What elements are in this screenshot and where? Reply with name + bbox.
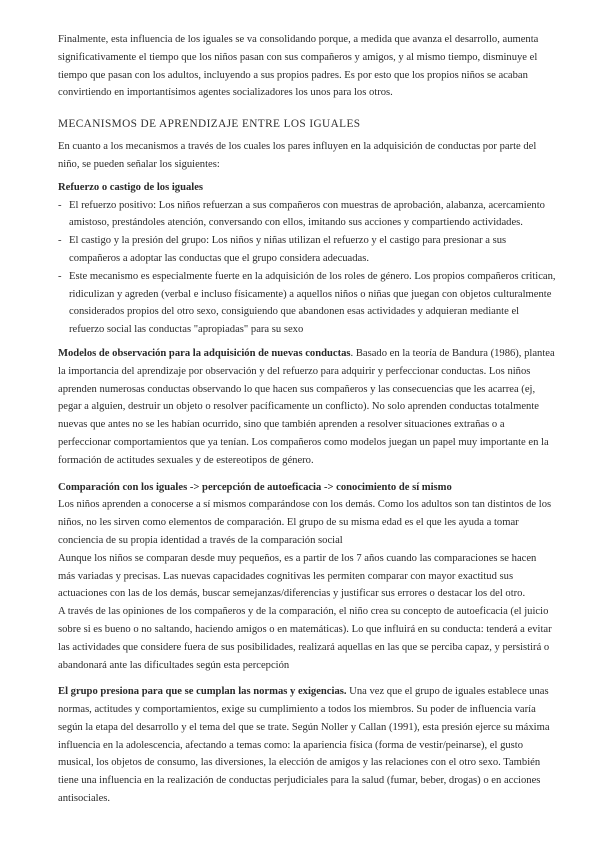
section-title: MECANISMOS DE APRENDIZAJE ENTRE LOS IGUALES bbox=[58, 118, 361, 131]
dash-bullet: - bbox=[58, 235, 62, 247]
list-item bbox=[58, 268, 556, 339]
presion-title: El grupo presiona para que se cumplan las normas y exigencias. bbox=[58, 686, 347, 698]
list-item bbox=[58, 232, 556, 268]
modelos-paragraph bbox=[58, 345, 556, 470]
refuerzo-block bbox=[58, 179, 556, 339]
section-lead-paragraph: En cuanto a los mecanismos a través de los cuales los pares influyen en la adquisición de conductas por parte del niño, se pueden señalar los siguientes: bbox=[58, 141, 537, 170]
comparacion-paragraph-2: Aunque los niños se comparan desde muy pequeños, es a partir de los 7 años cuando las comparaciones se hacen más variadas y precisas. Las nuevas capacidades cognitivas les permiten comparar con mayor exactitud sus actuaciones con las de los demás, buscar semejanzas/diferencias y justificar sus errores o destacar los del otro. bbox=[58, 552, 537, 600]
modelos-title: Modelos de observación para la adquisición de nuevas conductas bbox=[58, 347, 351, 359]
list-item-text: Este mecanismo es especialmente fuerte en la adquisición de los roles de género. Los propios compañeros critican, ridiculizan y agreden (verbal e incluso físicamente) a aquellos niños o niñas que juegan con objetos culturalmente considerados propios del otro sexo, consiguiendo que abandonen esas actividades y adquieran mediante el refuerzo social las conductas "apropiadas" para su sexo bbox=[69, 270, 556, 336]
refuerzo-title: Refuerzo o castigo de los iguales bbox=[58, 181, 204, 193]
comparacion-paragraph-1: Los niños aprenden a conocerse a sí mismos comparándose con los demás. Como los adultos son tan distintos de los niños, no les sirven como elementos de comparación. El grupo de su misma edad es el que les ayuda a tomar conciencia de su propia identidad a través de la comparación social bbox=[58, 499, 552, 546]
comparacion-block bbox=[58, 479, 556, 675]
dash-bullet: - bbox=[58, 270, 62, 282]
refuerzo-list bbox=[58, 197, 556, 339]
list-item-text: El refuerzo positivo: Los niños refuerzan a sus compañeros con muestras de aprobación, alabanza, acercamiento amistoso, prestándoles atención, conversando con ellos, imitando sus acciones y compartiendo actividades. bbox=[69, 199, 545, 229]
list-item-text: El castigo y la presión del grupo: Los niños y niñas utilizan el refuerzo y el castigo para presionar a sus compañeros a adoptar las conductas que el grupo considera adecuadas. bbox=[69, 235, 507, 264]
intro-paragraph: Finalmente, esta influencia de los iguales se va consolidando porque, a medida que avanza el desarrollo, aumenta significativamente el tiempo que los niños pasan con sus compañeros y amigos, y al mismo tiempo, disminuye el tiempo que pasan con los adultos, incluyendo a sus propios padres. Es por esto que los propios niños se acaban convirtiendo en importantísimos agentes socializadores los unos para los otros. bbox=[58, 34, 539, 99]
comparacion-title: Comparación con los iguales -> percepción de autoeficacia -> conocimiento de sí mismo bbox=[58, 481, 452, 493]
modelos-text: . Basado en la teoría de Bandura (1986), plantea la importancia del aprendizaje por observación y del refuerzo para adquirir y perfeccionar conductas. Los niños aprenden numerosas conductas observando lo que hacen sus compañeros y las consecuencias que les acarrea (ej, pegar a alguien, destruir un objeto o resolver pacíficamente un conflicto). No solo aprenden conductas totalmente nuevas que antes no se les habían ocurrido, sino que también aprenden a resolver situaciones extrañas o a perfeccionar comportamientos que ya tenían. Los compañeros como modelos juegan un papel muy importante en la formación de actitudes sexuales y de estereotipos de género. bbox=[58, 347, 555, 466]
dash-bullet: - bbox=[58, 199, 62, 211]
comparacion-paragraph-3: A través de las opiniones de los compañeros y de la comparación, el niño crea su concepto de autoeficacia (el juicio sobre si es bueno o no saltando, haciendo amigos o en matemáticas). Lo que influirá en su conducta: tenderá a evitar las actividades que considere fuera de sus posibilidades, realizará aquellas en las que se perciba capaz, y persistirá o abandonará ante las dificultades según esta percepción bbox=[58, 606, 552, 671]
presion-text: Una vez que el grupo de iguales establece unas normas, actitudes y comportamientos, exige su cumplimiento a todos los miembros. Su poder de influencia varía según la etapa del desarrollo y el tema del que se trate. Según Noller y Callan (1991), esta presión ejerce su máxima influencia en la adolescencia, afectando a temas como: la apariencia física (forma de vestir/peinarse), el gusto musical, los objetos de consumo, las diversiones, la elección de amigos y las relaciones con el otro sexo. También tiene una influencia en la realización de conductas perjudiciales para la salud (fumar, beber, drogas) o en acciones antisociales. bbox=[58, 686, 550, 805]
list-item bbox=[58, 197, 556, 233]
presion-paragraph bbox=[58, 683, 556, 808]
